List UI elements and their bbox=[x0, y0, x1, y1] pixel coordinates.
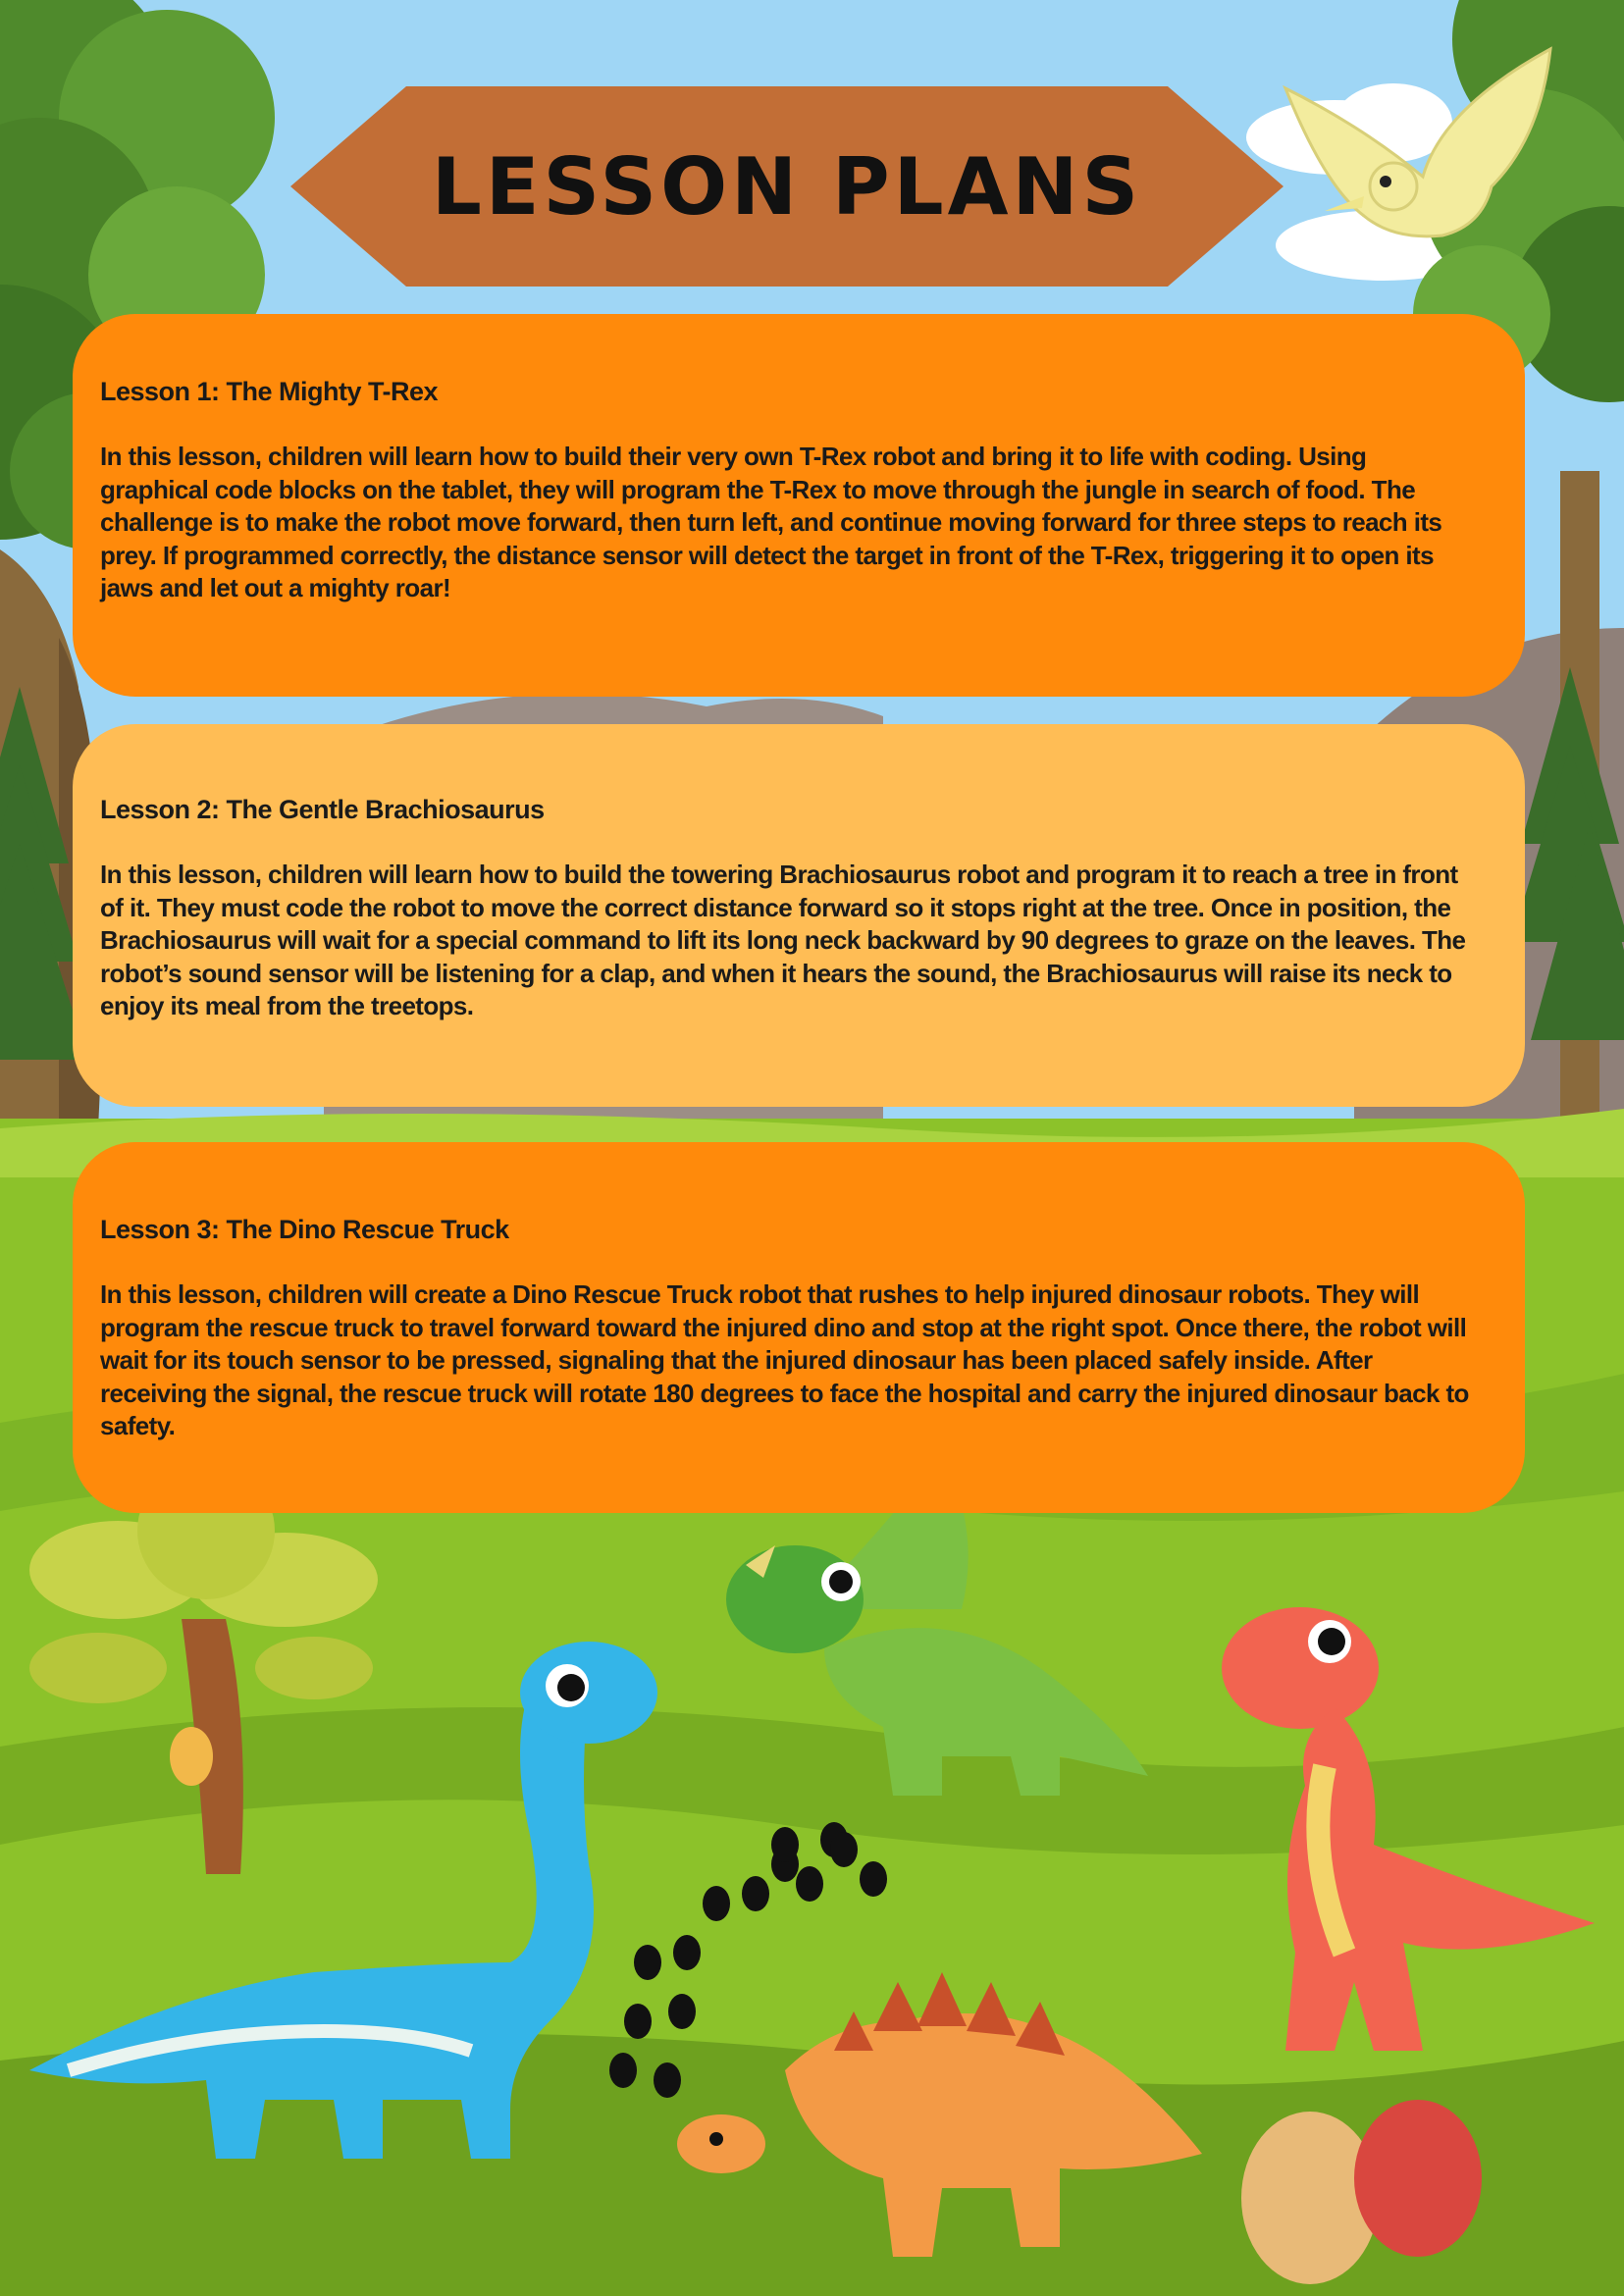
lesson-description: In this lesson, children will learn how to build the towering Brachiosaurus robot and program it to reach a tree in front of it. They must code the robot to move the correct distance forward so it stops right at the tree. Once in position, the Brachiosaurus will wait for a special command to lift its long neck backward by 90 degrees to graze on the leaves. The robot’s sound sensor will be listening for a clap, and when it hears the sound, the Brachiosaurus will raise its neck to enjoy its meal from the treetops. bbox=[100, 860, 1466, 1020]
lesson-title: Lesson 2: The Gentle Brachiosaurus bbox=[100, 795, 545, 824]
lesson-title: Lesson 3: The Dino Rescue Truck bbox=[100, 1215, 509, 1244]
lesson-card-3 bbox=[73, 1142, 1525, 1513]
title-banner bbox=[290, 86, 1283, 287]
lesson-card-1 bbox=[73, 314, 1525, 697]
lesson-description: In this lesson, children will learn how to build their very own T-Rex robot and bring it to life with coding. Using graphical code blocks on the tablet, they will program the T-Rex to move through the jungle in search of food. The challenge is to make the robot move forward, then turn left, and continue moving forward for three steps to reach its prey. If programmed correctly, the distance sensor will detect the target in front of the T-Rex, triggering it to open its jaws and let out a mighty roar! bbox=[100, 442, 1442, 602]
page-title: LESSON PLANS bbox=[431, 140, 1143, 233]
lesson-card-2 bbox=[73, 724, 1525, 1107]
lesson-title: Lesson 1: The Mighty T-Rex bbox=[100, 377, 439, 406]
lesson-description: In this lesson, children will create a Dino Rescue Truck robot that rushes to help injured dinosaur robots. They will program the rescue truck to travel forward toward the injured dino and stop at the right spot. Once there, the robot will wait for its touch sensor to be pressed, signaling that the injured dinosaur has been placed safely inside. After receiving the signal, the rescue truck will rotate 180 degrees to face the hospital and carry the injured dinosaur back to safety. bbox=[100, 1279, 1469, 1440]
